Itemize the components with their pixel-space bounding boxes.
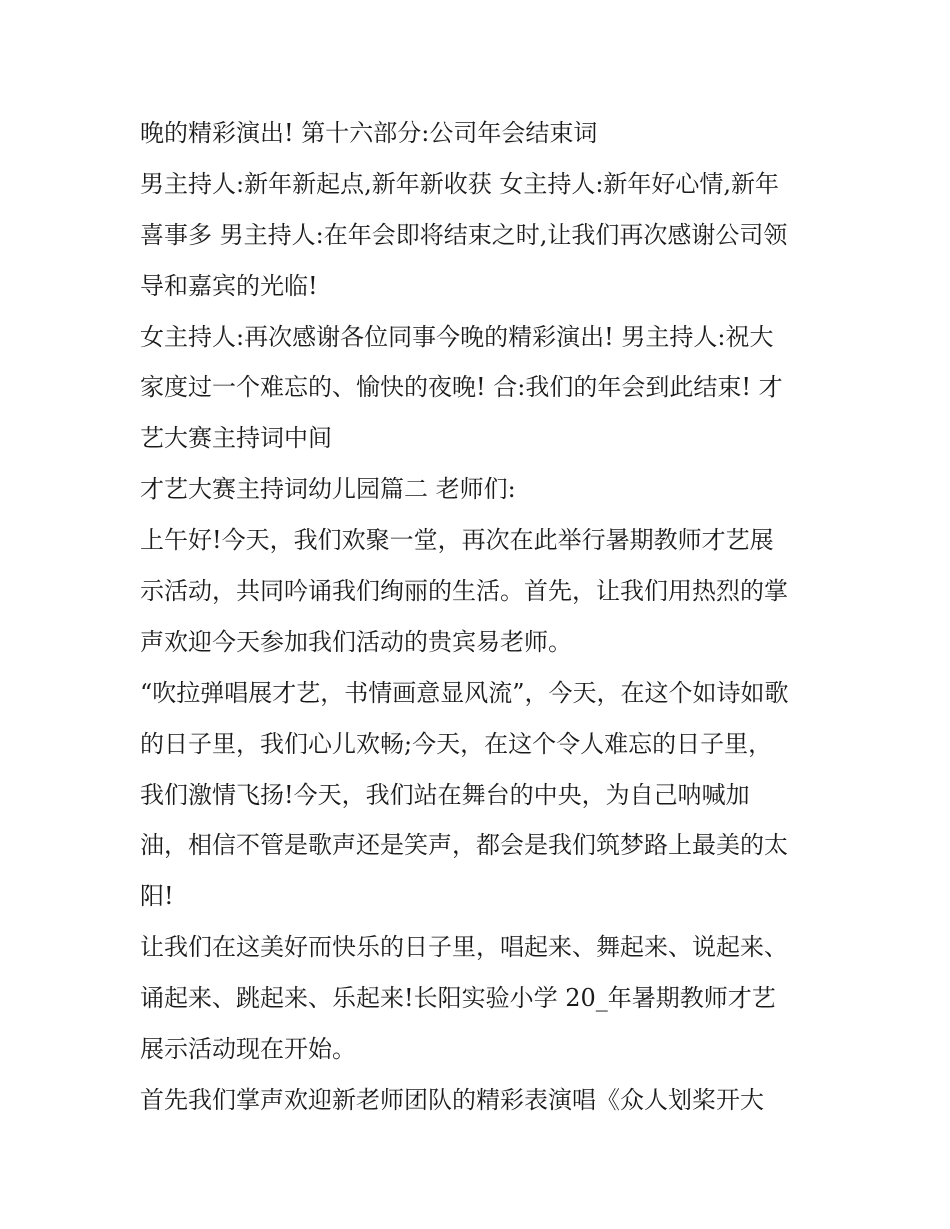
text-line: 的日子里，我们心儿欢畅;今天，在这个令人难忘的日子里， xyxy=(140,729,773,758)
text-line: 喜事多 男主持人:在年会即将结束之时,让我们再次感谢公司领 xyxy=(140,220,788,249)
text-line: 导和嘉宾的光临! xyxy=(140,271,318,300)
text-line: 上午好!今天，我们欢聚一堂，再次在此举行暑期教师才艺展 xyxy=(140,526,774,555)
text-line: 首先我们掌声欢迎新老师团队的精彩表演唱《众人划桨开大 xyxy=(140,1085,764,1114)
text-line: 艺大赛主持词中间 xyxy=(140,424,332,453)
text-line: 女主持人:再次感谢各位同事今晚的精彩演出! 男主持人:祝大 xyxy=(140,322,774,351)
text-line: 阳! xyxy=(140,882,174,911)
text-line: 诵起来、跳起来、乐起来!长阳实验小学 20_年暑期教师才艺 xyxy=(140,984,776,1013)
text-line: 声欢迎今天参加我们活动的贵宾易老师。 xyxy=(140,627,572,656)
text-line: “吹拉弹唱展才艺，书情画意显风流”，今天，在这个如诗如歌 xyxy=(140,678,789,707)
text-line: 示活动，共同吟诵我们绚丽的生活。首先，让我们用热烈的掌 xyxy=(140,577,788,606)
document-body xyxy=(140,108,820,1126)
text-line: 才艺大赛主持词幼儿园篇二 老师们: xyxy=(140,475,516,504)
text-line: 家度过一个难忘的、愉快的夜晚! 合:我们的年会到此结束! 才 xyxy=(140,373,783,402)
text-line: 晚的精彩演出! 第十六部分:公司年会结束词 xyxy=(140,119,598,147)
text-line: 展示活动现在开始。 xyxy=(140,1035,356,1064)
text-line: 男主持人:新年新起点,新年新收获 女主持人:新年好心情,新年 xyxy=(140,169,780,198)
text-line: 我们激情飞扬!今天，我们站在舞台的中央，为自己呐喊加 xyxy=(140,780,750,809)
text-line: 油，相信不管是歌声还是笑声，都会是我们筑梦路上最美的太 xyxy=(140,831,788,860)
text-line: 让我们在这美好而快乐的日子里，唱起来、舞起来、说起来、 xyxy=(140,933,788,962)
